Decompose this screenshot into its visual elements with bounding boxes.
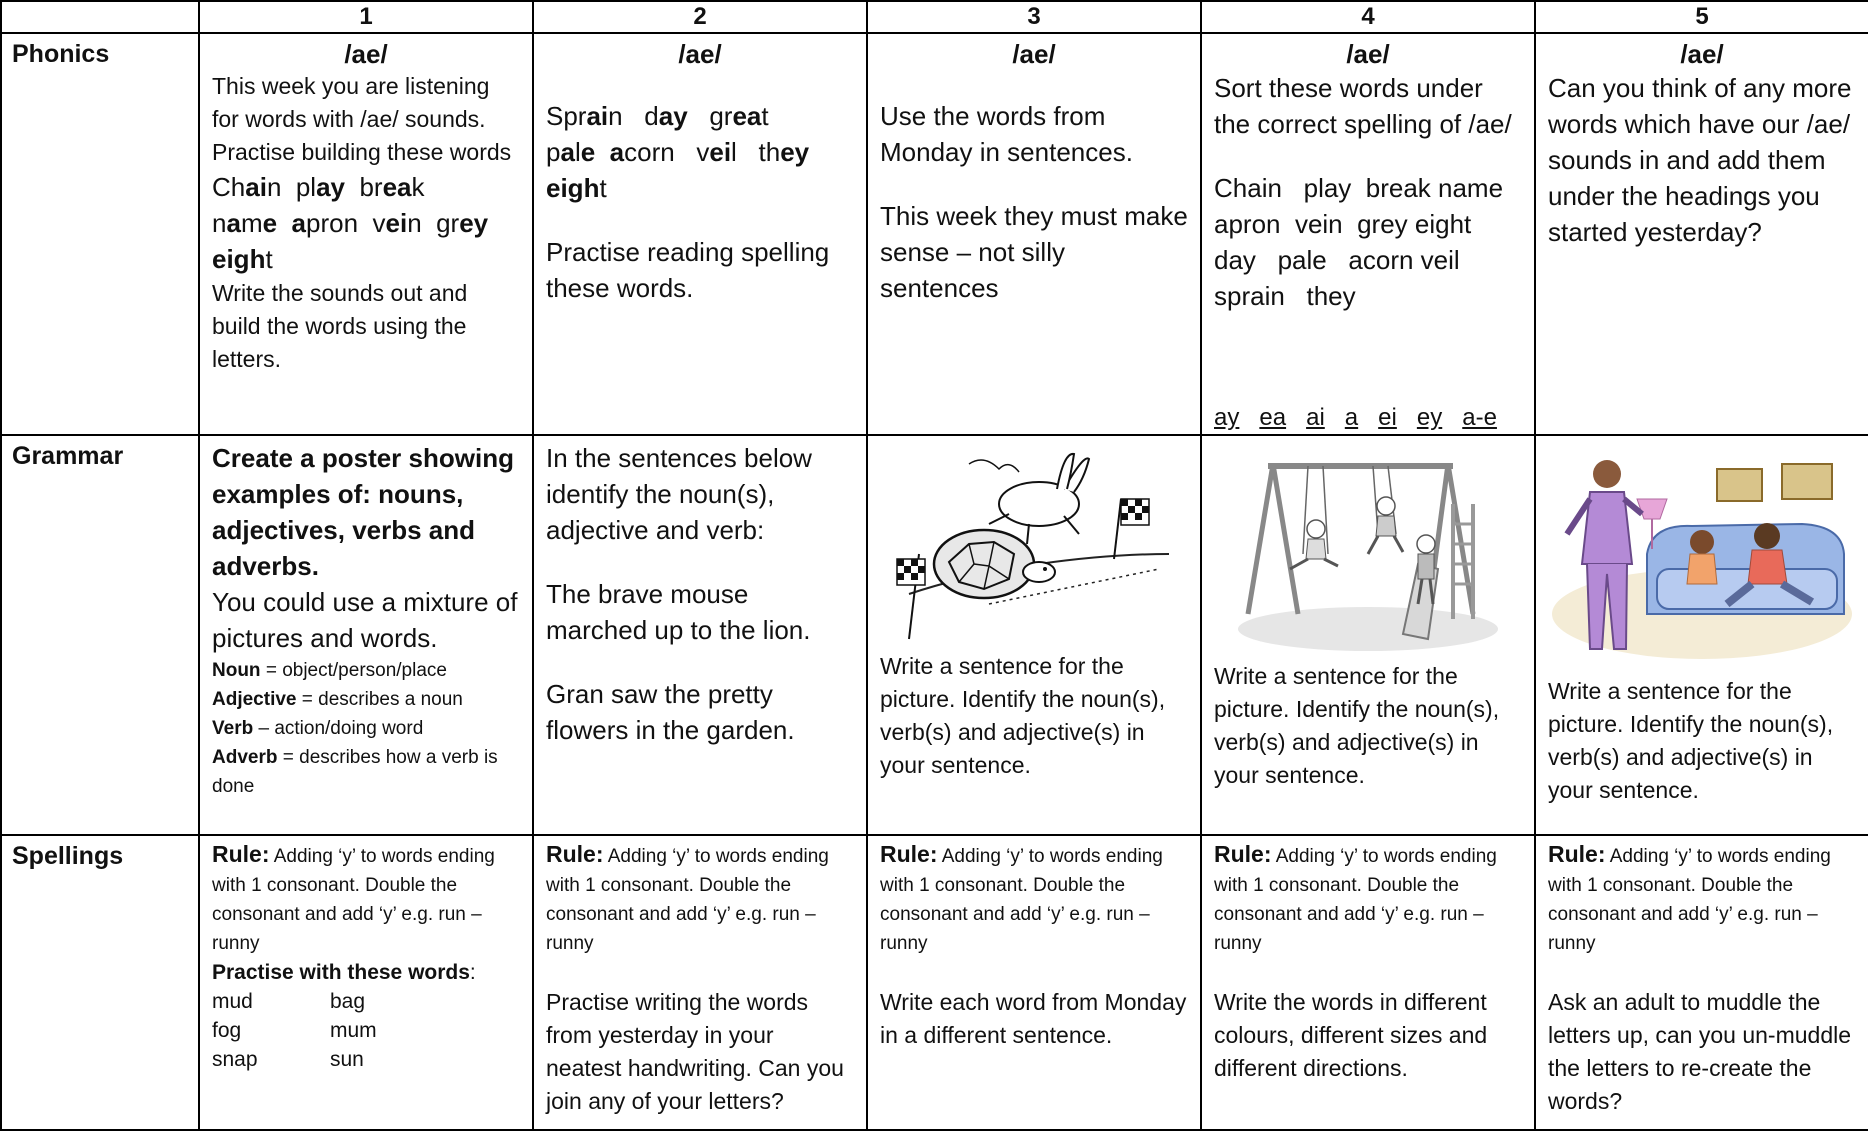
phonics-day4-text-1: Sort these words under the correct spelling of /ae/ (1214, 73, 1512, 139)
spelling-ei: ei (1378, 404, 1397, 431)
spellings-day3-text: Write each word from Monday in a different sentence. (880, 989, 1187, 1048)
grammar-def-verb: Verb – action/doing word (212, 718, 424, 739)
grammar-day1-title: Create a poster showing examples of: nouns, adjectives, verbs and adverbs. (212, 443, 514, 581)
phonics-day1-words-line-2: name apron vein grey (212, 208, 489, 238)
spellings-row (1, 835, 1868, 1130)
spellings-day5-text: Ask an adult to muddle the letters up, can you un-muddle the letters to re-create the words? (1548, 989, 1852, 1114)
phonics-day1-intro: This week you are listening for words with /ae/ sounds. Practise building these words (212, 73, 512, 165)
spelling-rule: Rule: Adding ‘y’ to words ending with 1 consonant. Double the consonant and add ‘y’ e.g. run – runny (1548, 841, 1831, 954)
spelling-rule: Rule: Adding ‘y’ to words ending with 1 consonant. Double the consonant and add ‘y’ e.g. run – runny (212, 841, 495, 954)
spellings-day-1 (199, 835, 533, 1130)
spelling-words-row-1: mud bag (212, 990, 366, 1013)
phonics-day4-spellings (1214, 402, 1497, 434)
phonics-sound: /ae/ (1012, 39, 1056, 69)
header-row (1, 1, 1868, 33)
spelling-a-e: a-e (1462, 404, 1497, 431)
spelling-rule: Rule: Adding ‘y’ to words ending with 1 consonant. Double the consonant and add ‘y’ e.g. run – runny (880, 841, 1163, 954)
phonics-day2-words-line-2: pale acorn veil they (546, 137, 810, 167)
phonics-day1-outro: Write the sounds out and build the words using the letters. (212, 280, 468, 372)
grammar-day2-text-3: Gran saw the pretty flowers in the garden. (546, 679, 795, 745)
grammar-day2-text-1: In the sentences below identify the noun(s), adjective and verb: (546, 443, 812, 545)
spelling-rule: Rule: Adding ‘y’ to words ending with 1 consonant. Double the consonant and add ‘y’ e.g. run – runny (1214, 841, 1497, 954)
spelling-ai: ai (1306, 404, 1325, 431)
spellings-day-5 (1535, 835, 1868, 1130)
phonics-day3-text-1: Use the words from Monday in sentences. (880, 101, 1133, 167)
day-4-header: 4 (1201, 1, 1535, 33)
phonics-sound: /ae/ (678, 39, 722, 69)
phonics-day5-text: Can you think of any more words which have our /ae/ sounds in and add them under the headings you started yesterday? (1548, 73, 1852, 247)
grammar-def-noun: Noun = object/person/place (212, 660, 447, 681)
phonics-day-4 (1201, 33, 1535, 435)
spellings-day-3 (867, 835, 1201, 1130)
phonics-day1-words-line-3: eight (212, 244, 273, 274)
grammar-day5-text: Write a sentence for the picture. Identify the noun(s), verb(s) and adjective(s) in your sentence. (1548, 678, 1834, 803)
grammar-day-3 (867, 435, 1201, 835)
spelling-ey: ey (1416, 404, 1443, 431)
family-living-room-picture (1552, 444, 1852, 669)
phonics-label: Phonics (1, 33, 199, 435)
playground-swings-picture (1228, 444, 1508, 654)
day-1-header: 1 (199, 1, 533, 33)
phonics-day1-words-line-1: Chain play break (212, 172, 425, 202)
phonics-sound: /ae/ (344, 39, 388, 69)
spelling-ay: ay (1214, 404, 1240, 431)
phonics-day2-words-line-1: Sprain day great (546, 101, 769, 131)
spelling-ea: ea (1259, 404, 1287, 431)
phonics-day4-text-2: Chain play break name apron vein grey eight day pale acorn veil sprain they (1214, 173, 1525, 311)
phonics-day3-text-2: This week they must make sense – not silly sentences (880, 201, 1188, 303)
grammar-day2-text-2: The brave mouse marched up to the lion. (546, 579, 811, 645)
spellings-practise-heading: Practise with these words: (212, 961, 476, 984)
header-corner (1, 1, 199, 33)
grammar-day-5 (1535, 435, 1868, 835)
grammar-def-adjective: Adjective = describes a noun (212, 689, 463, 710)
phonics-sound: /ae/ (1346, 39, 1390, 69)
phonics-day-2 (533, 33, 867, 435)
spellings-day2-text: Practise writing the words from yesterday in your neatest handwriting. Can you join any of your letters? (546, 989, 844, 1114)
day-3-header: 3 (867, 1, 1201, 33)
spelling-rule: Rule: Adding ‘y’ to words ending with 1 consonant. Double the consonant and add ‘y’ e.g. run – runny (546, 841, 829, 954)
spelling-words-row-3: snap sun (212, 1048, 364, 1071)
grammar-label: Grammar (1, 435, 199, 835)
spellings-day-2 (533, 835, 867, 1130)
phonics-day-3 (867, 33, 1201, 435)
spellings-day-4 (1201, 835, 1535, 1130)
phonics-day2-words-line-3: eight (546, 173, 607, 203)
phonics-day-1 (199, 33, 533, 435)
grammar-day4-text: Write a sentence for the picture. Identify the noun(s), verb(s) and adjective(s) in your sentence. (1214, 663, 1500, 788)
phonics-day2-text: Practise reading spelling these words. (546, 237, 830, 303)
spelling-words-row-2: fog mum (212, 1019, 377, 1042)
spellings-day4-text: Write the words in different colours, different sizes and different directions. (1214, 989, 1488, 1081)
grammar-day-1 (199, 435, 533, 835)
day-5-header: 5 (1535, 1, 1868, 33)
grammar-row (1, 435, 1868, 835)
grammar-day1-text: You could use a mixture of pictures and words. (212, 587, 518, 653)
tortoise-hare-race-picture (889, 444, 1179, 644)
spelling-a: a (1344, 404, 1359, 431)
spellings-label: Spellings (1, 835, 199, 1130)
grammar-day3-text: Write a sentence for the picture. Identify the noun(s), verb(s) and adjective(s) in your sentence. (880, 653, 1166, 778)
phonics-sound: /ae/ (1680, 39, 1724, 69)
day-2-header: 2 (533, 1, 867, 33)
phonics-day-5 (1535, 33, 1868, 435)
grammar-def-adverb: Adverb = describes how a verb is done (212, 747, 498, 797)
grammar-day-4 (1201, 435, 1535, 835)
grammar-day-2 (533, 435, 867, 835)
phonics-row (1, 33, 1868, 435)
